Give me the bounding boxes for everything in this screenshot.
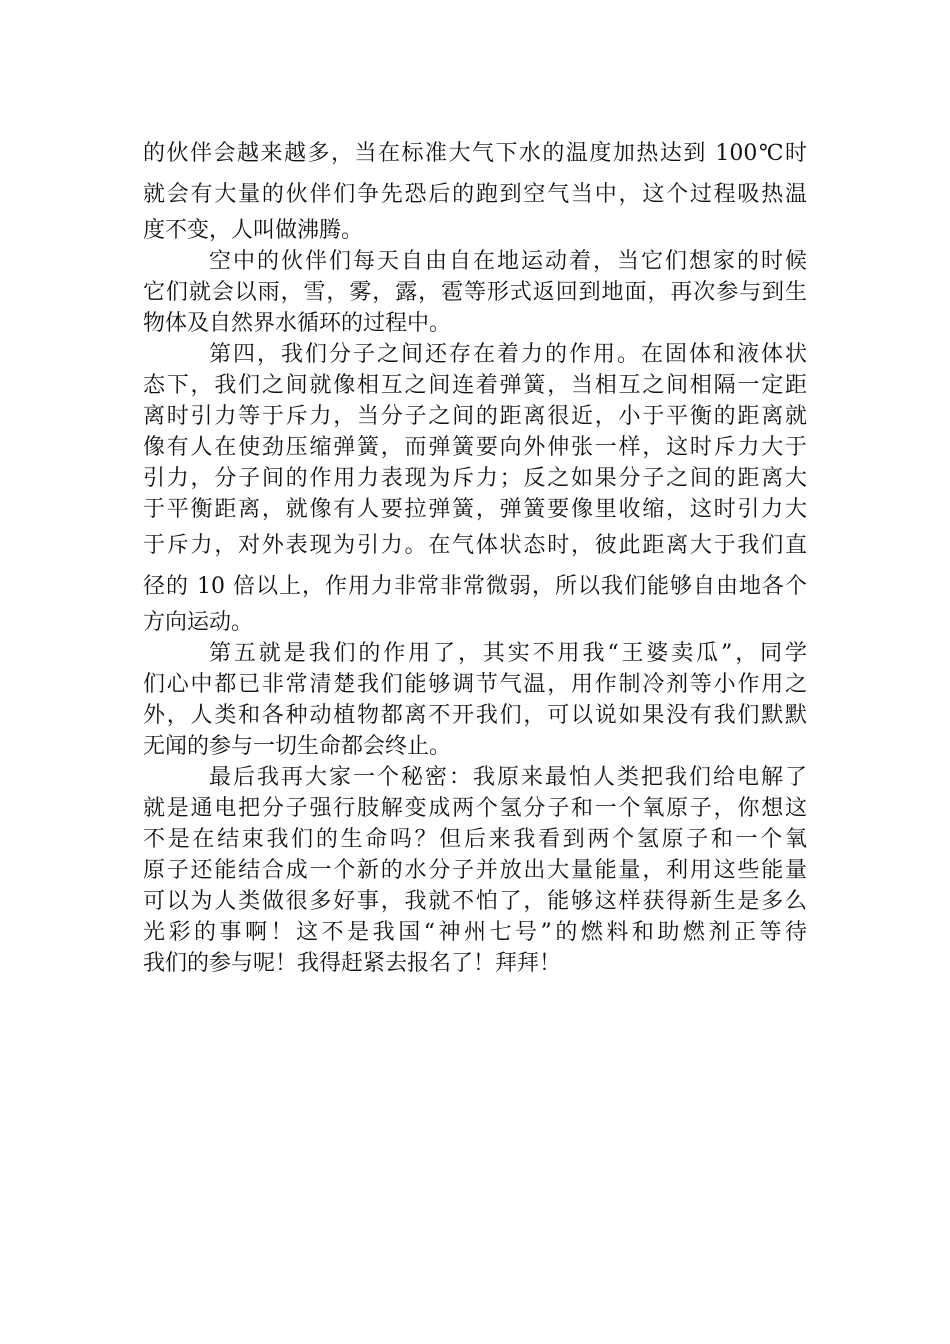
paragraph-molecular-forces <box>143 339 807 638</box>
text-line: 于斥力，对外表现为引力。在气体状态时，彼此距离大于我们直 <box>143 533 807 558</box>
paragraph-our-role <box>143 638 807 762</box>
paragraph-secret <box>143 762 807 979</box>
document-body <box>143 133 807 979</box>
text-line: 态下，我们之间就像相互之间连着弹簧，当相互之间相隔一定距 <box>143 373 807 398</box>
text-line: 第五就是我们的作用了，其实不用我“王婆卖瓜”，同学 <box>209 641 807 666</box>
text-line: 可以为人类做很多好事，我就不怕了，能够这样获得新生是多么 <box>143 889 807 914</box>
text-line: 像有人在使劲压缩弹簧，而弹簧要向外伸张一样，这时斥力大于 <box>143 435 807 460</box>
text-line: 空中的伙伴们每天自由自在地运动着，当它们想家的时候 <box>209 249 807 274</box>
text-line: 物体及自然界水循环的过程中。 <box>143 311 452 336</box>
text-line: 的伙伴会越来越多，当在标准大气下水的温度加热达到 100℃时 <box>143 141 807 166</box>
text-line: 径的 10 倍以上，作用力非常非常微弱，所以我们能够自由地各个 <box>143 574 807 599</box>
text-line: 无闻的参与一切生命都会终止。 <box>143 734 452 759</box>
paragraph-boiling <box>143 133 807 246</box>
text-line: 它们就会以雨，雪，雾，露，雹等形式返回到地面，再次参与到生 <box>143 280 807 305</box>
text-line: 就会有大量的伙伴们争先恐后的跑到空气当中，这个过程吸热温 <box>143 182 807 207</box>
text-line: 就是通电把分子强行肢解变成两个氢分子和一个氧原子，你想这 <box>143 796 807 821</box>
paragraph-water-cycle <box>143 246 807 339</box>
text-line: 方向运动。 <box>143 610 254 635</box>
text-line: 引力，分子间的作用力表现为斥力；反之如果分子之间的距离大 <box>143 466 807 491</box>
text-line: 第四，我们分子之间还存在着力的作用。在固体和液体状 <box>209 342 807 367</box>
text-line: 离时引力等于斥力，当分子之间的距离很近，小于平衡的距离就 <box>143 404 807 429</box>
text-line: 们心中都已非常清楚我们能够调节气温，用作制冷剂等小作用之 <box>143 672 807 697</box>
text-line: 外，人类和各种动植物都离不开我们，可以说如果没有我们默默 <box>143 703 807 728</box>
text-line: 度不变，人叫做沸腾。 <box>143 218 364 243</box>
text-line: 最后我再大家一个秘密：我原来最怕人类把我们给电解了 <box>209 765 807 790</box>
text-line: 不是在结束我们的生命吗？但后来我看到两个氢原子和一个氧 <box>143 827 807 852</box>
text-line: 原子还能结合成一个新的水分子并放出大量能量，利用这些能量 <box>143 858 807 883</box>
text-line: 我们的参与呢！我得赶紧去报名了！拜拜！ <box>143 951 562 976</box>
text-line: 光彩的事啊！这不是我国“神州七号”的燃料和助燃剂正等待 <box>143 920 807 945</box>
text-line: 于平衡距离，就像有人要拉弹簧，弹簧要像里收缩，这时引力大 <box>143 497 807 522</box>
